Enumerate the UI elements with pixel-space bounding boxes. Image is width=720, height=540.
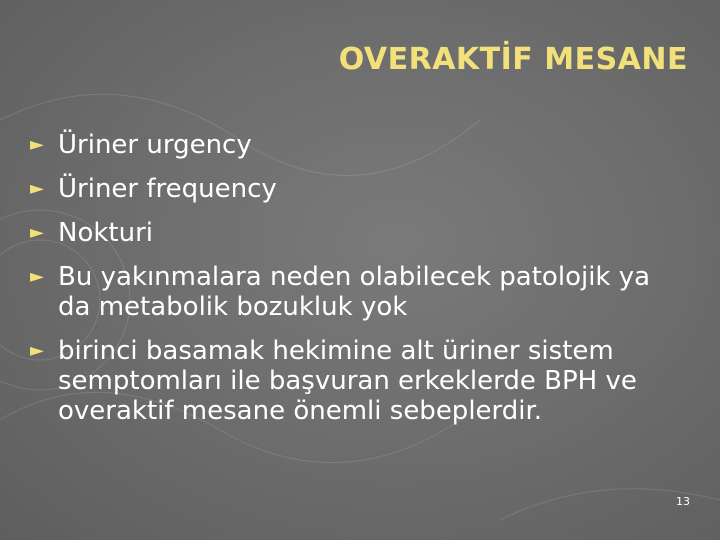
page-number: 13: [676, 495, 690, 508]
bullet-list: [30, 130, 690, 440]
bullet-item: [30, 130, 690, 160]
bullet-item: [30, 262, 690, 322]
bullet-text: Nokturi: [58, 218, 153, 248]
bullet-text: birinci basamak hekimine alt üriner sistem semptomları ile başvuran erkeklerde BPH ve overaktif mesane önemli sebeplerdir.: [58, 336, 637, 426]
bullet-arrow-icon: ►: [30, 266, 44, 287]
slide-title: OVERAKTİF MESANE: [338, 42, 688, 77]
bullet-arrow-icon: ►: [30, 222, 44, 243]
bullet-arrow-icon: ►: [30, 178, 44, 199]
bullet-text: Üriner frequency: [58, 174, 277, 204]
bullet-arrow-icon: ►: [30, 134, 44, 155]
bullet-item: [30, 218, 690, 248]
bullet-text: Üriner urgency: [58, 130, 252, 160]
bullet-text: Bu yakınmalara neden olabilecek patolojik ya da metabolik bozukluk yok: [58, 262, 651, 322]
bullet-arrow-icon: ►: [30, 340, 44, 361]
bullet-item: [30, 174, 690, 204]
bullet-item: [30, 336, 690, 426]
